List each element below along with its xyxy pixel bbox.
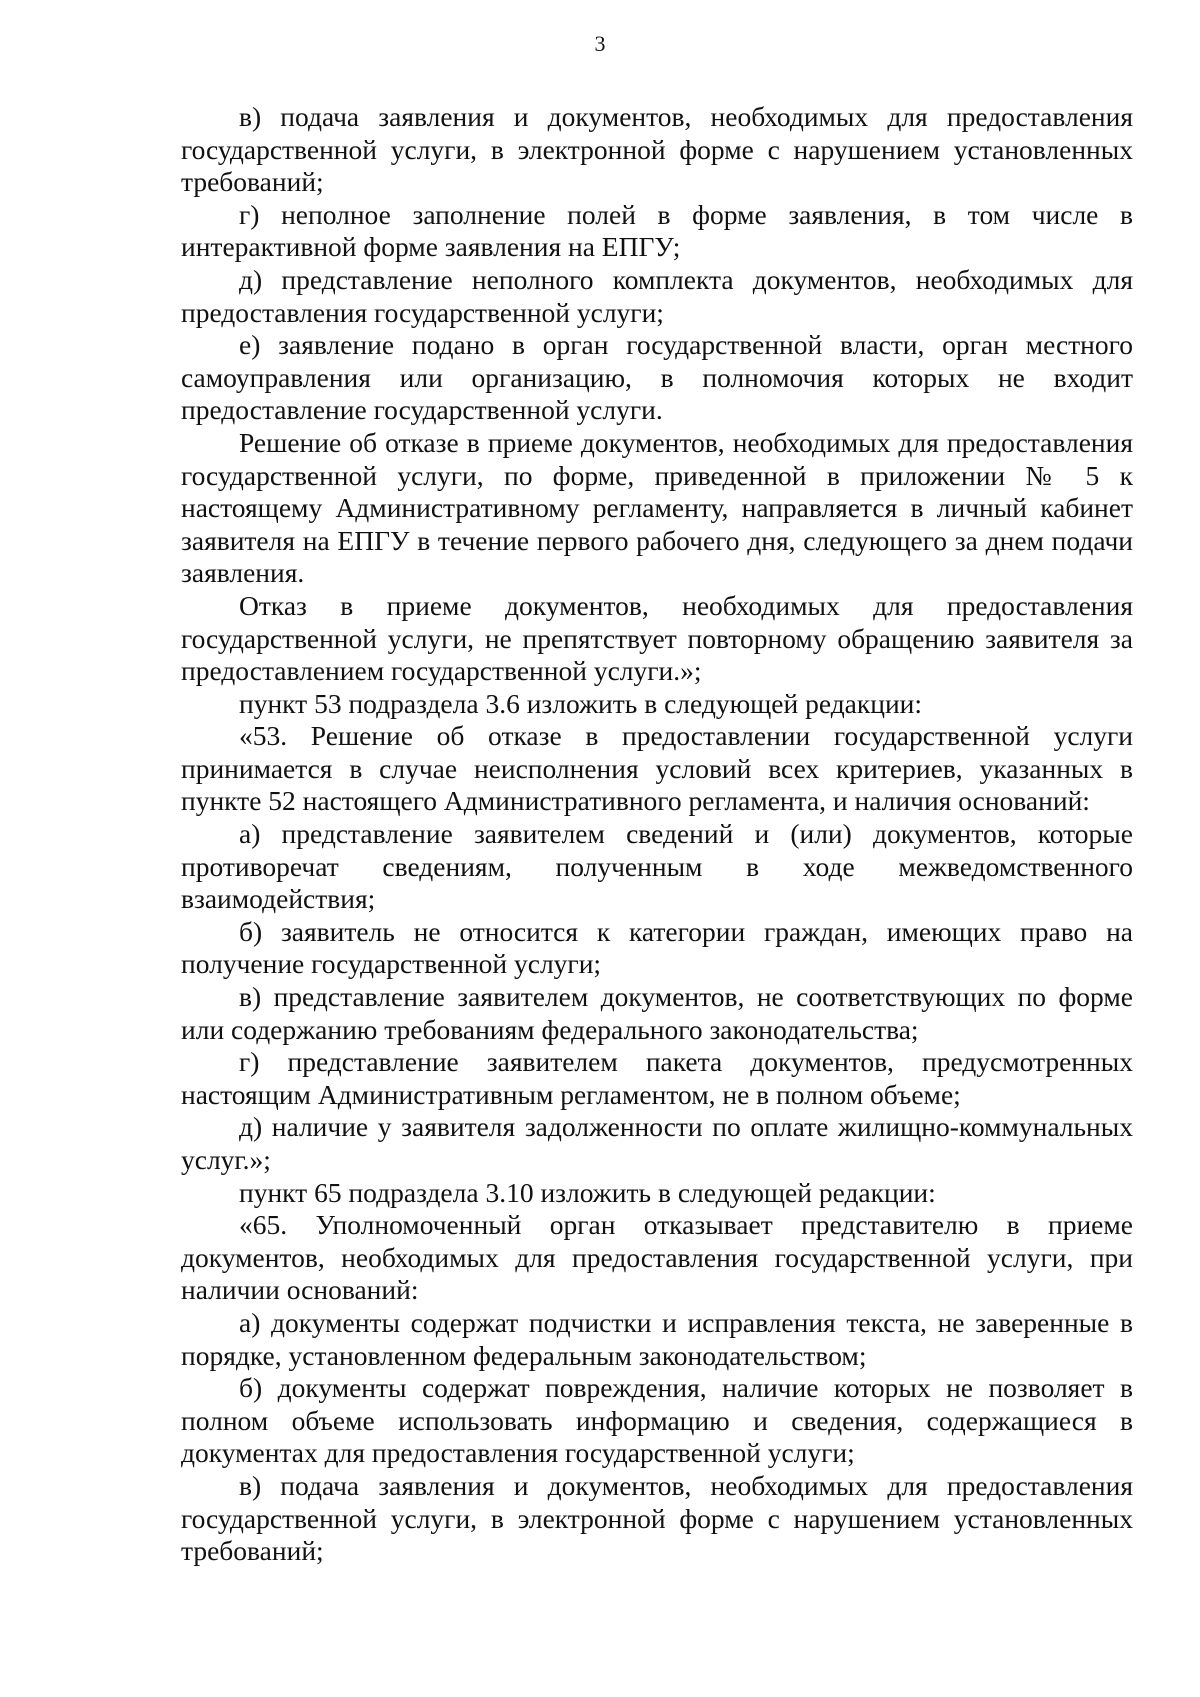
paragraph-item-g-incomplete-fields: г) неполное заполнение полей в форме заявления, в том числе в интерактивной форме заявления на ЕПГУ; <box>181 198 1133 263</box>
paragraph-item-d-incomplete-set: д) представление неполного комплекта документов, необходимых для предоставления государственной услуги; <box>181 263 1133 328</box>
paragraph-item-a-contradiction: а) представление заявителем сведений и (или) документов, которые противоречат сведениям, полученным в ходе межведомственного взаимодействия; <box>181 818 1133 915</box>
paragraph-refusal-no-obstacle: Отказ в приеме документов, необходимых для предоставления государственной услуги, не препятствует повторному обращению заявителя за предоставлением государственной услуги.»; <box>181 589 1133 687</box>
page-number: 3 <box>594 31 606 56</box>
paragraph-item-b-damage: б) документы содержат повреждения, наличие которых не позволяет в полном объеме использовать информацию и сведения, содержащиеся в документах для предоставления государственной услуги; <box>181 1372 1133 1469</box>
paragraph-clause-65: «65. Уполномоченный орган отказывает представителю в приеме документов, необходимых для предоставления государственной услуги, при наличии оснований: <box>181 1209 1133 1306</box>
paragraph-item-v-submission: в) подача заявления и документов, необходимых для предоставления государственной услуги, в электронной форме с нарушением установленных требований; <box>181 101 1133 198</box>
paragraph-item-d-debt: д) наличие у заявителя задолженности по оплате жилищно-коммунальных услуг.»; <box>181 1111 1133 1175</box>
paragraph-item-v-documents-form: в) представление заявителем документов, не соответствующих по форме или содержанию требованиям федерального законодательства; <box>181 981 1133 1045</box>
paragraph-clause-53: «53. Решение об отказе в предоставлении государственной услуги принимается в случае неисполнения условий всех критериев, указанных в пункте 52 настоящего Административного регламента, и наличия оснований: <box>181 720 1133 817</box>
paragraph-clause-53-intro: пункт 53 подраздела 3.6 изложить в следующей редакции: <box>239 687 923 719</box>
paragraph-item-e-wrong-authority: е) заявление подано в орган государственной власти, орган местного самоуправления или организацию, в полномочия которых не входит предоставление государственной услуги. <box>181 329 1133 426</box>
paragraph-item-a-erasures: а) документы содержат подчистки и исправления текста, не заверенные в порядке, установленном федеральным законодательством; <box>181 1306 1133 1371</box>
paragraph-item-b-category: б) заявитель не относится к категории граждан, имеющих право на получение государственной услуги; <box>181 915 1133 980</box>
paragraph-item-v-submission-repeat: в) подача заявления и документов, необходимых для предоставления государственной услуги, в электронной форме с нарушением установленных требований; <box>181 1469 1133 1567</box>
document-body <box>181 101 1133 1568</box>
paragraph-clause-65-intro: пункт 65 подраздела 3.10 изложить в следующей редакции: <box>239 1176 936 1208</box>
paragraph-item-g-package: г) представление заявителем пакета документов, предусмотренных настоящим Административным регламентом, не в полном объеме; <box>181 1046 1133 1110</box>
paragraph-refusal-decision: Решение об отказе в приеме документов, необходимых для предоставления государственной услуги, по форме, приведенной в приложении № 5 к настоящему Административному регламенту, направляется в личный кабинет заявителя на ЕПГУ в течение первого рабочего дня, следующего за днем подачи заявления. <box>181 426 1133 589</box>
